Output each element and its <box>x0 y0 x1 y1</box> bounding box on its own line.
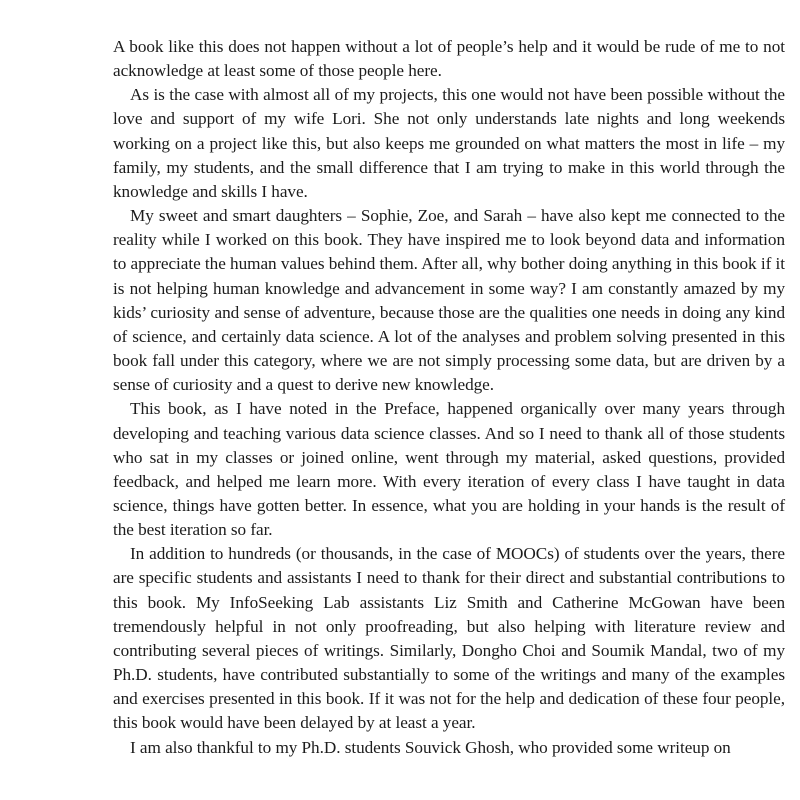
paragraph-5: In addition to hundreds (or thousands, in the case of MOOCs) of students over the years, there are specific students and assistants I need to thank for their direct and substantial contributions to this book. My InfoSeeking Lab assistants Liz Smith and Catherine McGowan have been tremendously helpful in not only proofreading, but also helping with literature review and contributing several pieces of writings. Similarly, Dongho Choi and Soumik Mandal, two of my Ph.D. students, have contributed substantially to some of the writings and many of the examples and exercises presented in this book. If it was not for the help and dedication of these four people, this book would have been delayed by at least a year. <box>113 544 785 733</box>
paragraph-6: I am also thankful to my Ph.D. students Souvick Ghosh, who provided some writeup on <box>130 737 731 757</box>
paragraph-1: A book like this does not happen without a lot of people’s help and it would be rude of me to not acknowledge at least some of those people here. <box>113 37 785 81</box>
document-body <box>113 35 785 760</box>
paragraph-4: This book, as I have noted in the Preface, happened organically over many years through developing and teaching various data science classes. And so I need to thank all of those students who sat in my classes or joined online, went through my material, asked questions, provided feedback, and helped me learn more. With every iteration of every class I have taught in data science, things have gotten better. In essence, what you are holding in your hands is the result of the best iteration so far. <box>113 399 785 540</box>
paragraph-2: As is the case with almost all of my projects, this one would not have been possible without the love and support of my wife Lori. She not only understands late nights and long weekends working on a project like this, but also keeps me grounded on what matters the most in life – my family, my students, and the small difference that I am trying to make in this world through the knowledge and skills I have. <box>113 85 785 201</box>
paragraph-3: My sweet and smart daughters – Sophie, Zoe, and Sarah – have also kept me connected to the reality while I worked on this book. They have inspired me to look beyond data and information to appreciate the human values behind them. After all, why bother doing anything in this book if it is not helping human knowledge and advancement in some way? I am constantly amazed by my kids’ curiosity and sense of adventure, because those are the qualities one needs in doing any kind of science, and certainly data science. A lot of the analyses and problem solving presented in this book fall under this category, where we are not simply processing some data, but are driven by a sense of curiosity and a quest to derive new knowledge. <box>113 206 785 395</box>
